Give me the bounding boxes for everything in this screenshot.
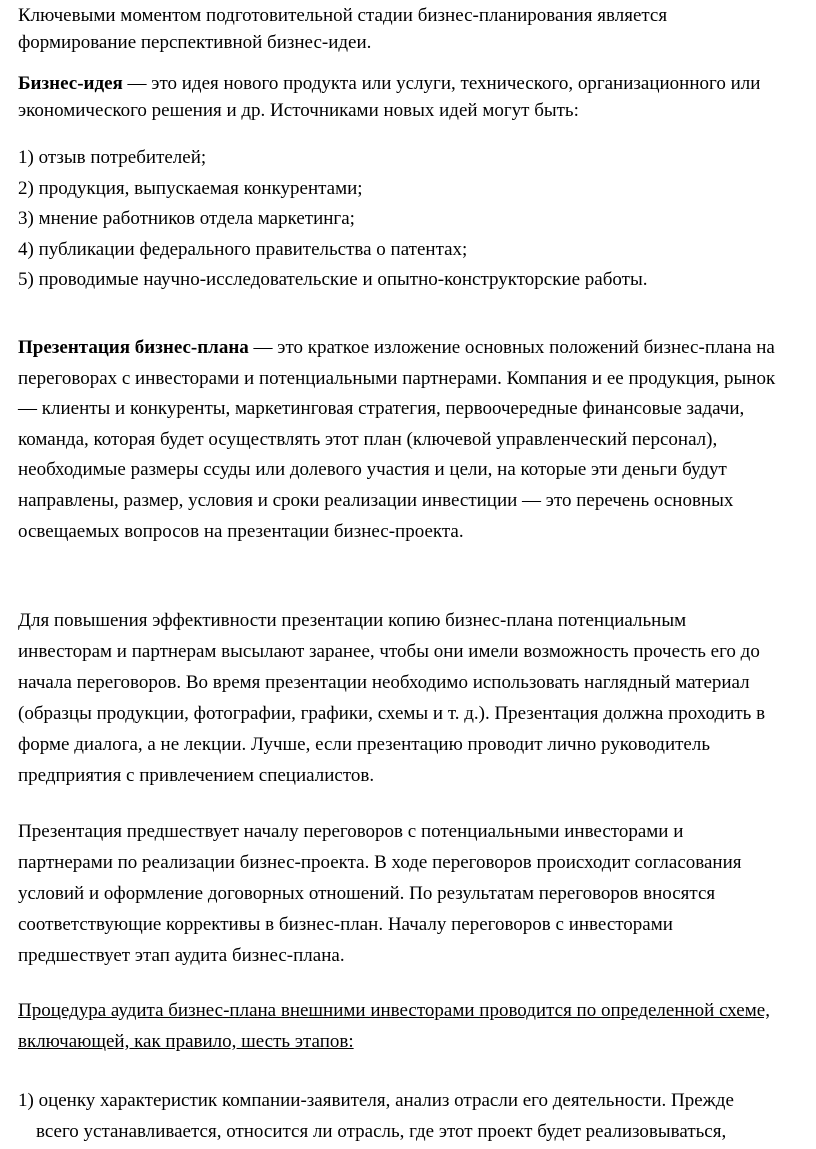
audit-heading: Процедура аудита бизнес-плана внешними инвесторами проводится по определенной схеме, включающей, как правило, шесть этапов:	[18, 1000, 770, 1052]
list-item: 5) проводимые научно-исследовательские и опытно-конструкторские работы.	[18, 269, 648, 290]
list-item: 2) продукция, выпускаемая конкурентами;	[18, 177, 363, 199]
list-item: 1) отзыв потребителей;	[18, 147, 207, 168]
business-idea-paragraph	[18, 70, 778, 124]
business-idea-term: Бизнес-идея	[18, 73, 123, 94]
list-item: 3) мнение работников отдела маркетинга;	[18, 208, 355, 229]
negotiations-paragraph: Презентация предшествует началу переговоров с потенциальными инвесторами и партнерами по реализации бизнес-проекта. В ходе переговоров происходит согласования условий и оформление договорных отношений. По результатам переговоров вносятся соответствующие коррективы в бизнес-план. Началу переговоров с инвесторами предшествует этап аудита бизнес-плана.	[18, 821, 742, 966]
idea-sources-list	[18, 143, 647, 296]
list-item: 1) оценку характеристик компании-заявителя, анализ отрасли его деятельности. Прежде	[18, 1090, 734, 1111]
audit-steps-list	[18, 1085, 808, 1147]
presentation-definition: — это краткое изложение основных положений бизнес-плана на переговорах с инвесторами и потенциальными партнерами. Компания и ее продукция, рынок — клиенты и конкуренты, маркетинговая стратегия, первоочередные финансовые задачи, команда, которая будет осуществлять этот план (ключевой управленческий персонал), необходимые размеры ссуды или долевого участия и цели, на которые эти деньги будут направлены, размер, условия и сроки реализации инвестиции — это перечень основных освещаемых вопросов на презентации бизнес-проекта.	[18, 337, 776, 542]
list-item: 4) публикации федерального правительства о патентах;	[18, 238, 468, 260]
business-idea-definition: — это идея нового продукта или услуги, технического, организационного или экономического решения и др. Источниками новых идей могут быть:	[18, 73, 761, 121]
efficiency-paragraph: Для повышения эффективности презентации копию бизнес-плана потенциальным инвесторам и партнерам высылают заранее, чтобы они имели возможность прочесть его до начала переговоров. Во время презентации необходимо использовать наглядный материал (образцы продукции, фотографии, графики, схемы и т. д.). Презентация должна проходить в форме диалога, а не лекции. Лучше, если презентацию проводит лично руководитель предприятия с привлечением специалистов.	[18, 610, 766, 786]
presentation-paragraph	[18, 333, 778, 547]
intro-paragraph: Ключевыми моментом подготовительной стадии бизнес-планирования является формирование перспективной бизнес-идеи.	[18, 5, 668, 53]
list-item-continuation: всего устанавливается, относится ли отрасль, где этот проект будет реализовываться,	[36, 1121, 727, 1142]
presentation-term: Презентация бизнес-плана	[18, 337, 249, 358]
